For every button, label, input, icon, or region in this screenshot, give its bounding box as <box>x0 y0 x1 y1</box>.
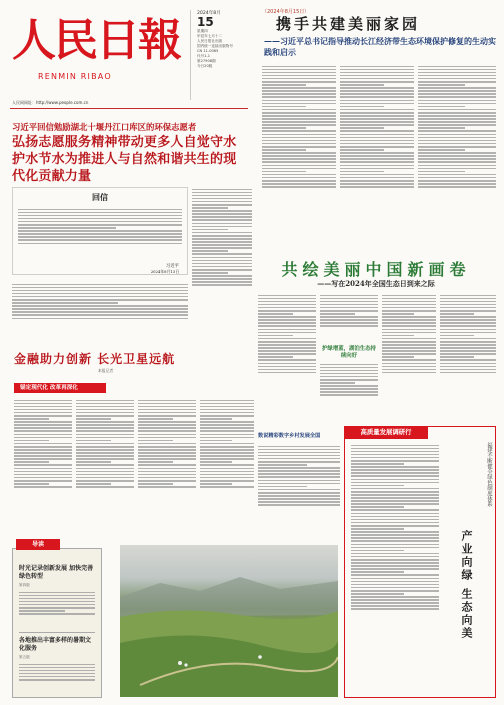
article-body <box>138 398 196 534</box>
article-body <box>76 398 134 534</box>
mid-subtitle: ——写在2024年全国生态日到来之际 <box>317 279 435 288</box>
article-body <box>258 444 340 540</box>
finance-byline: 本报记者 <box>98 368 114 373</box>
guide-item-2-page: 第五版 <box>19 655 30 659</box>
right-lead-kicker: （2024年8月15日） <box>262 9 310 15</box>
guide-item-1[interactable]: 时光记录创新发展 加快完善绿色转型 <box>19 565 94 580</box>
guide-item-1-body <box>19 590 95 628</box>
lunar-date: 甲辰年七月十二 <box>197 34 223 38</box>
finance-section-bar: 锚定现代化 改革再深化 <box>14 383 106 393</box>
rural-headline[interactable]: 数说精彩数字乡村发展全国 <box>258 433 321 439</box>
report-tag: 高质量发展调研行 <box>344 426 428 439</box>
guide-item-2[interactable]: 各地推出丰富多样的暑期文化服务 <box>19 637 92 652</box>
postal-code: 代号1-1 <box>197 54 211 58</box>
article-body <box>320 362 378 414</box>
guide-box <box>12 548 102 698</box>
guide-item-1-page: 第四版 <box>19 583 30 587</box>
right-lead-subtitle: ——习近平总书记指导推动长江经济带生态环境保护修复的生动实践和启示 <box>264 36 496 57</box>
article-body <box>340 64 414 248</box>
letter-box <box>12 187 188 275</box>
letter-body <box>18 207 182 263</box>
article-body <box>320 293 378 345</box>
guide-divider <box>19 632 95 633</box>
issue-date: 2024年8月 <box>197 11 221 16</box>
landscape-illustration <box>120 545 338 697</box>
guide-item-2-body <box>19 662 95 692</box>
issue-day: 15 <box>197 15 214 29</box>
letter-signature: 习近平 <box>165 264 179 269</box>
newspaper-logo: 人民日報 <box>12 15 180 66</box>
article-body <box>262 64 336 248</box>
masthead-info <box>190 10 252 100</box>
sub-section-title: 护绿增蓝，湖泊生态持续向好 <box>322 346 376 359</box>
issue-number: 第27908期 <box>197 59 216 63</box>
landscape-photo <box>120 545 338 697</box>
article-body <box>440 293 496 413</box>
letter-date: 2024年8月13日 <box>150 269 179 274</box>
masthead-rule <box>10 108 248 109</box>
article-body <box>200 398 254 534</box>
website-url[interactable]: 人民网网址：http://www.people.com.cn <box>12 100 89 105</box>
article-body <box>12 282 188 338</box>
article-body <box>258 293 316 413</box>
guide-tag: 导读 <box>16 539 60 550</box>
article-body <box>382 293 436 413</box>
report-vertical-title: 福建不断健全绿色制度体系 <box>486 442 492 507</box>
finance-headline[interactable]: 金融助力创新 长光卫星远航 <box>14 352 176 366</box>
report-headline[interactable]: 产业向绿 生态向美 <box>460 530 473 640</box>
letter-title: 回信 <box>92 193 108 202</box>
logo-pinyin: RENMIN RIBAO <box>38 72 112 81</box>
left-lead-title[interactable]: 弘扬志愿服务精神带动更多人自觉守水护水节水为推进人与自然和谐共生的现代化贡献力量 <box>12 135 237 184</box>
article-body <box>418 64 496 248</box>
article-body <box>14 398 72 534</box>
article-body <box>192 187 252 337</box>
cn-number: CN 11-0065 <box>197 49 219 53</box>
left-lead-kicker: 习近平回信勉励湖北十堰丹江口库区的环保志愿者 <box>12 122 197 132</box>
right-lead-title[interactable]: 携手共建美丽家园 <box>276 15 421 33</box>
page-count: 今日20版 <box>197 64 213 68</box>
weekday: 星期四 <box>197 29 208 33</box>
cn-label: 国内统一连续出版物号 <box>197 44 233 48</box>
report-body <box>351 443 439 693</box>
mid-headline[interactable]: 共绘美丽中国新画卷 <box>281 260 471 279</box>
publisher: 人民日报社出版 <box>197 39 223 43</box>
